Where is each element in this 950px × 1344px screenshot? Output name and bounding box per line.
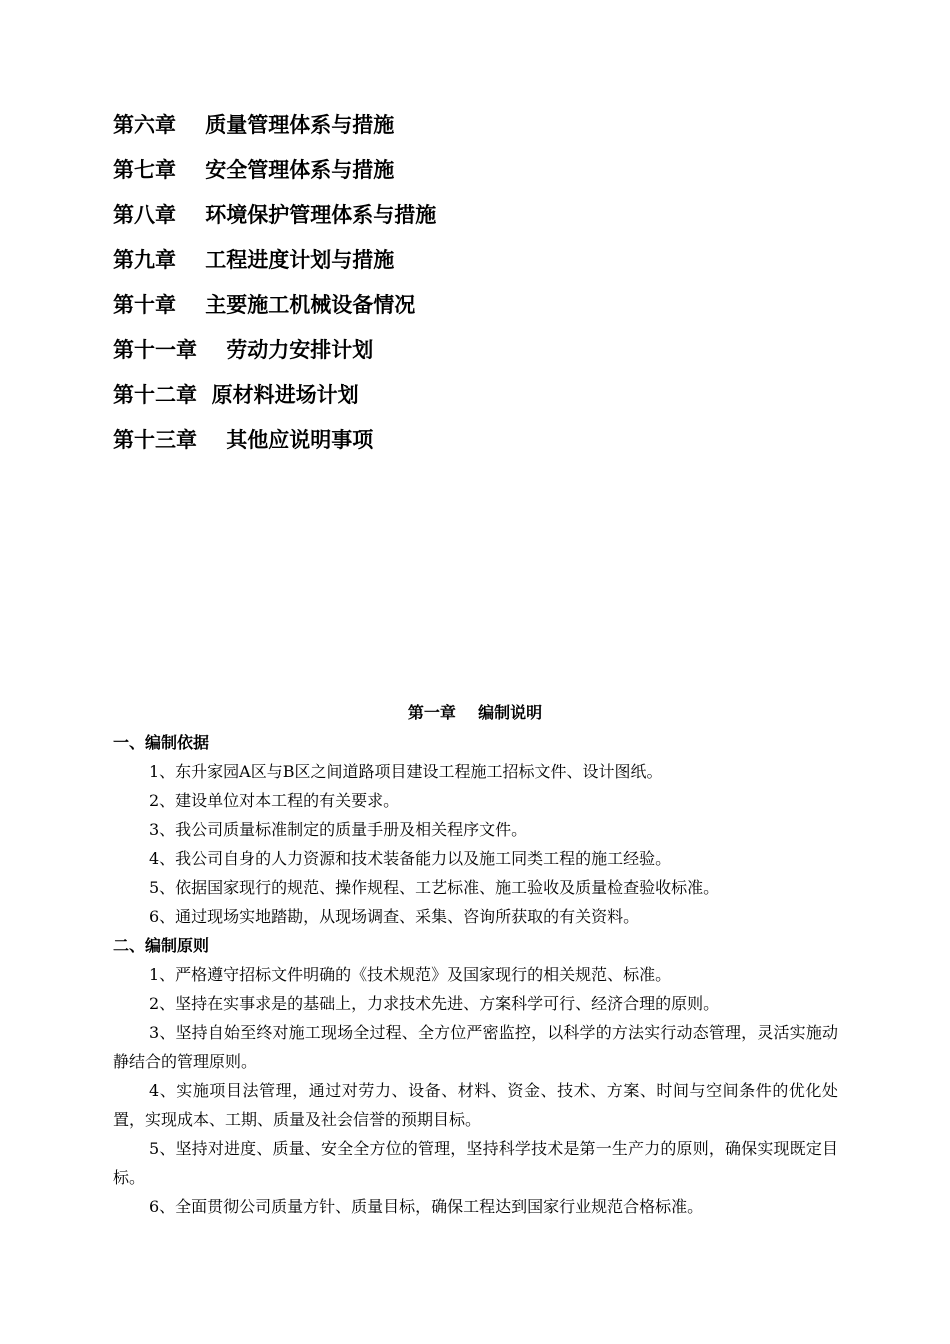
toc-item-chapter-10: 第十章 主要施工机械设备情况 bbox=[113, 293, 416, 317]
toc-item-chapter-8: 第八章 环境保护管理体系与措施 bbox=[113, 203, 437, 227]
principle-item-2: 2、坚持在实事求是的基础上，力求技术先进、方案科学可行、经济合理的原则。 bbox=[149, 994, 720, 1013]
basis-item-4: 4、我公司自身的人力资源和技术装备能力以及施工同类工程的施工经验。 bbox=[149, 849, 672, 868]
basis-item-5: 5、依据国家现行的规范、操作规程、工艺标准、施工验收及质量检查验收标准。 bbox=[149, 878, 720, 897]
basis-item-6: 6、通过现场实地踏勘，从现场调查、采集、咨询所获取的有关资料。 bbox=[149, 907, 640, 926]
toc-item-chapter-13: 第十三章 其他应说明事项 bbox=[113, 428, 374, 452]
basis-item-3: 3、我公司质量标准制定的质量手册及相关程序文件。 bbox=[149, 820, 528, 839]
toc-item-chapter-11: 第十一章 劳动力安排计划 bbox=[113, 338, 374, 362]
toc-item-chapter-12: 第十二章 原材料进场计划 bbox=[113, 383, 359, 407]
toc-item-chapter-7: 第七章 安全管理体系与措施 bbox=[113, 158, 395, 182]
basis-item-2: 2、建设单位对本工程的有关要求。 bbox=[149, 791, 400, 810]
principle-item-3: 3、坚持自始至终对施工现场全过程、全方位严密监控，以科学的方法实行动态管理，灵活实施动静结合的管理原则。 bbox=[113, 1023, 838, 1071]
principle-item-1: 1、严格遵守招标文件明确的《技术规范》及国家现行的相关规范、标准。 bbox=[149, 965, 672, 984]
toc-item-chapter-9: 第九章 工程进度计划与措施 bbox=[113, 248, 395, 272]
basis-item-1: 1、东升家园A区与B区之间道路项目建设工程施工招标文件、设计图纸。 bbox=[149, 762, 663, 781]
principle-item-4: 4、实施项目法管理，通过对劳力、设备、材料、资金、技术、方案、时间与空间条件的优化处置，实现成本、工期、质量及社会信誉的预期目标。 bbox=[113, 1081, 838, 1129]
principle-item-5: 5、坚持对进度、质量、安全全方位的管理，坚持科学技术是第一生产力的原则，确保实现既定目标。 bbox=[113, 1139, 838, 1187]
table-of-contents bbox=[113, 108, 813, 468]
principle-item-6: 6、全面贯彻公司质量方针、质量目标，确保工程达到国家行业规范合格标准。 bbox=[149, 1197, 704, 1216]
toc-item-chapter-6: 第六章 质量管理体系与措施 bbox=[113, 113, 395, 137]
chapter-body bbox=[113, 728, 838, 1221]
section-heading-principles: 二、编制原则 bbox=[113, 936, 210, 955]
section-heading-basis: 一、编制依据 bbox=[113, 733, 210, 752]
chapter-title: 第一章 编制说明 bbox=[407, 703, 543, 722]
